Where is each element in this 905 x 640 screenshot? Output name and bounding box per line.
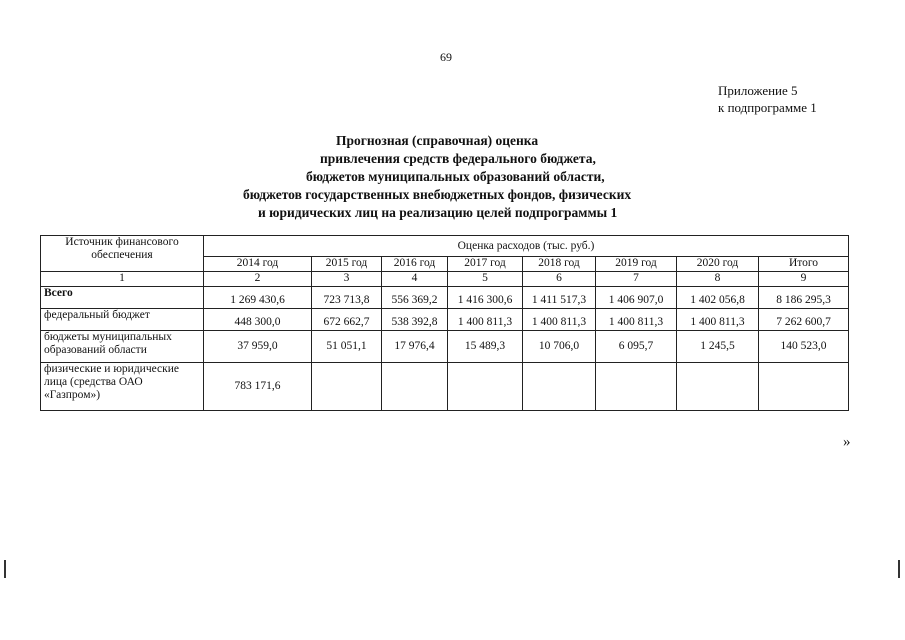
total-header: Итого [759, 257, 849, 272]
title-line-3: бюджетов муниципальных образований области, [306, 169, 605, 184]
appendix-label [718, 82, 817, 116]
column-number: 7 [596, 272, 677, 287]
table-cell: 556 369,2 [382, 287, 448, 309]
column-number: 3 [312, 272, 382, 287]
table-row [41, 363, 849, 411]
title-line-5: и юридических лиц на реализацию целей подпрограммы 1 [258, 205, 618, 220]
table-cell: 17 976,4 [382, 331, 448, 363]
year-header: 2018 год [523, 257, 596, 272]
table-cell: 140 523,0 [759, 331, 849, 363]
table-cell: 51 051,1 [312, 331, 382, 363]
row-label: федеральный бюджет [41, 309, 204, 331]
table-cell: 7 262 600,7 [759, 309, 849, 331]
row-label: бюджеты муниципальных образований области [41, 331, 204, 363]
table-cell: 448 300,0 [204, 309, 312, 331]
scan-edge-mark-right [898, 560, 900, 578]
table-row [41, 287, 849, 309]
year-header: 2019 год [596, 257, 677, 272]
column-number: 1 [41, 272, 204, 287]
table-cell: 1 402 056,8 [677, 287, 759, 309]
table-cell [312, 363, 382, 411]
table-cell: 6 095,7 [596, 331, 677, 363]
table-cell: 10 706,0 [523, 331, 596, 363]
table-cell: 1 416 300,6 [448, 287, 523, 309]
year-header: 2017 год [448, 257, 523, 272]
closing-quote: » [843, 434, 851, 450]
row-label: Всего [41, 287, 204, 309]
year-header: 2016 год [382, 257, 448, 272]
column-number: 2 [204, 272, 312, 287]
year-header: 2020 год [677, 257, 759, 272]
table-cell [382, 363, 448, 411]
table-cell [523, 363, 596, 411]
year-header: 2015 год [312, 257, 382, 272]
table-cell: 1 406 907,0 [596, 287, 677, 309]
table-row [41, 331, 849, 363]
title-line-4: бюджетов государственных внебюджетных фондов, физических [243, 187, 632, 202]
table-cell: 783 171,6 [204, 363, 312, 411]
table-cell: 1 400 811,3 [677, 309, 759, 331]
table-cell [677, 363, 759, 411]
source-header: Источник финансового обеспечения [41, 236, 204, 272]
table-cell: 1 400 811,3 [448, 309, 523, 331]
page-number: 69 [440, 50, 452, 64]
table-cell: 8 186 295,3 [759, 287, 849, 309]
table-cell: 15 489,3 [448, 331, 523, 363]
table-cell: 538 392,8 [382, 309, 448, 331]
table-cell: 1 269 430,6 [204, 287, 312, 309]
appendix-line-2: к подпрограмме 1 [718, 100, 817, 115]
table-cell [596, 363, 677, 411]
table-cell [448, 363, 523, 411]
year-header: 2014 год [204, 257, 312, 272]
table-cell: 1 400 811,3 [596, 309, 677, 331]
column-number: 6 [523, 272, 596, 287]
column-number: 5 [448, 272, 523, 287]
title-line-2: привлечения средств федерального бюджета, [320, 151, 596, 166]
table-cell [759, 363, 849, 411]
row-label: физические и юридические лица (средства ОАО «Газпром») [41, 363, 204, 411]
table-cell: 1 400 811,3 [523, 309, 596, 331]
column-number: 4 [382, 272, 448, 287]
appendix-line-1: Приложение 5 [718, 83, 798, 98]
estimate-header: Оценка расходов (тыс. руб.) [204, 236, 849, 257]
table-row [41, 309, 849, 331]
table-cell: 723 713,8 [312, 287, 382, 309]
column-number: 9 [759, 272, 849, 287]
funding-table [40, 235, 849, 411]
column-number: 8 [677, 272, 759, 287]
table-cell: 1 411 517,3 [523, 287, 596, 309]
scan-edge-mark-left [4, 560, 6, 578]
title-line-1: Прогнозная (справочная) оценка [336, 133, 539, 148]
table-cell: 672 662,7 [312, 309, 382, 331]
table-cell: 1 245,5 [677, 331, 759, 363]
table-cell: 37 959,0 [204, 331, 312, 363]
